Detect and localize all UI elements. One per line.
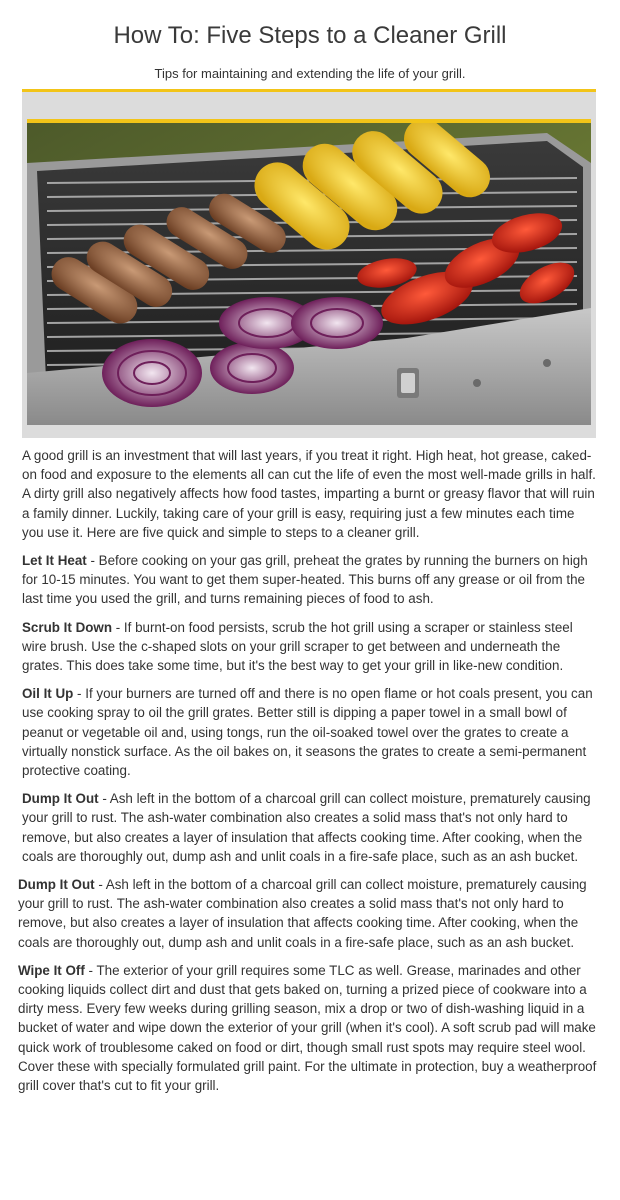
grill-photo bbox=[27, 119, 591, 425]
step-wipe-it-off bbox=[18, 961, 598, 1095]
step-text: - Ash left in the bottom of a charcoal grill can collect moisture, prematurely causing your grill to rust. The ash-water combination also creates a solid mass that's not only hard to remove, but also creates a layer of insulation that affects cooking time. After cooking, when the coals are thoroughly out, dump ash and unlit coals in a fire-safe place, such as an ash bucket. bbox=[22, 791, 591, 864]
step-title: Scrub It Down bbox=[22, 619, 113, 635]
step-title: Dump It Out bbox=[22, 791, 99, 807]
step-dump-it-out bbox=[22, 789, 598, 866]
step-text: - Before cooking on your gas grill, preheat the grates by running the burners on high for 10-15 minutes. You want to get them super-heated. This burns off any grease or oil from the last time you used the grill, and turns remaining pieces of food to ash. bbox=[22, 553, 588, 607]
step-text: - Ash left in the bottom of a charcoal grill can collect moisture, prematurely causing your grill to rust. The ash-water combination also creates a solid mass that's not only hard to remove, but also creates a layer of insulation that affects cooking time. After cooking, when the coals are thoroughly out, dump ash and unlit coals in a fire-safe place, such as an ash bucket. bbox=[18, 877, 587, 950]
step-scrub-it-down bbox=[22, 618, 598, 676]
step-text: - If your burners are turned off and there is no open flame or hot coals present, you can use cooking spray to oil the grill grates. Better still is dipping a paper towel in a small bowl of peanut or vegetable oil and, using tongs, run the oil-soaked towel over the grates to create a virtually nonstick surface. As the oil bakes on, it seasons the grates to create a semi-permanent protective coating. bbox=[22, 686, 593, 779]
step-let-it-heat bbox=[22, 551, 598, 609]
step-dump-it-out-repeat bbox=[18, 875, 598, 952]
hero-image-frame bbox=[22, 89, 596, 438]
step-title: Wipe It Off bbox=[18, 962, 85, 978]
article-body bbox=[18, 446, 598, 1104]
page-title: How To: Five Steps to a Cleaner Grill bbox=[113, 22, 507, 49]
page-subtitle: Tips for maintaining and extending the life of your grill. bbox=[154, 66, 466, 81]
step-text: - The exterior of your grill requires some TLC as well. Grease, marinades and other cooking liquids collect dirt and dust that gets baked on, turning a prized piece of cookware into a dirty mess. Every few weeks during grilling season, mix a drop or two of dish-washing liquid in a bucket of water and wipe down the exterior of your grill (when it's cool). A soft scrub pad will make quick work of troublesome caked on food or dirt, though small rust spots may require steel wool. Cover these with specially formulated grill paint. For the ultimate in protection, buy a weatherproof grill cover that's cut to fit your grill. bbox=[18, 962, 597, 1094]
step-title: Oil It Up bbox=[22, 686, 74, 702]
step-title: Let It Heat bbox=[22, 553, 87, 569]
step-text: - If burnt-on food persists, scrub the hot grill using a scraper or stainless steel wire brush. Use the c-shaped slots on your grill scraper to get between and underneath the grates. This does take some time, but it's the best way to get your grill in like-new condition. bbox=[22, 619, 573, 674]
step-oil-it-up bbox=[22, 684, 598, 780]
step-title: Dump It Out bbox=[18, 877, 95, 893]
article-intro: A good grill is an investment that will last years, if you treat it right. High heat, hot grease, caked-on food and exposure to the elements all can cut the life of even the most well-made grills in half. A dirty grill also negatively affects how food tastes, imparting a burnt or greasy flavor that will ruin a family dinner. Luckily, taking care of your grill is easy, requiring just a few minutes each time you use it. Here are five quick and simple to steps to a cleaner grill. bbox=[22, 448, 596, 540]
grill-photo-svg bbox=[27, 123, 591, 425]
